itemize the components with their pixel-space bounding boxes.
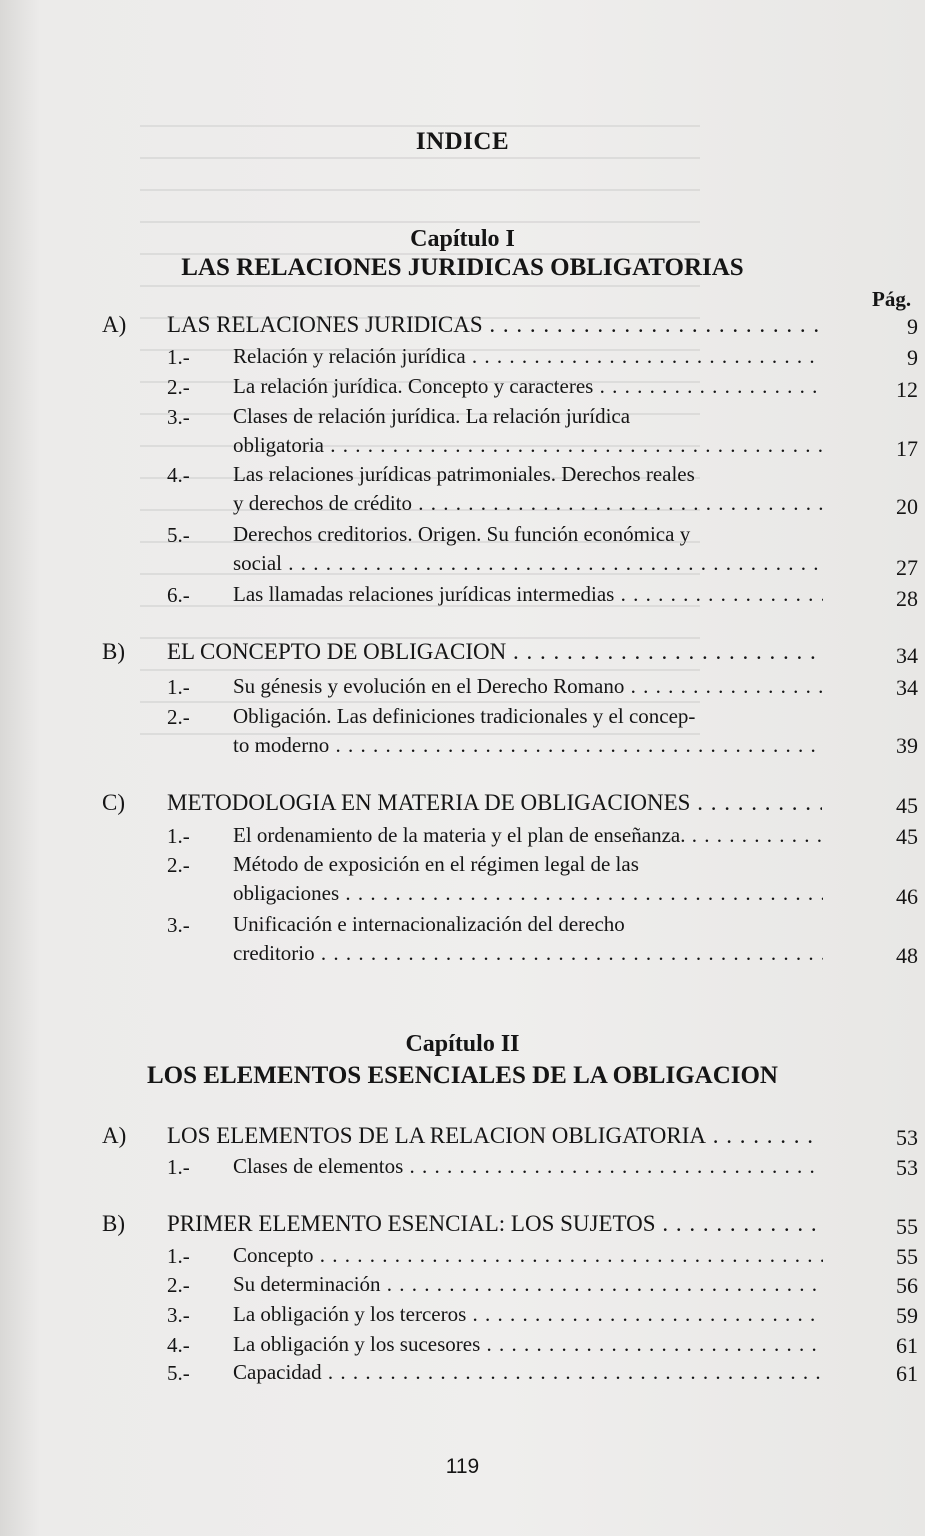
item-page: 61 — [896, 1361, 918, 1386]
item-page: 17 — [896, 436, 918, 461]
item-text: Las llamadas relaciones jurídicas intermedias . . . — [233, 580, 823, 609]
item-page: 59 — [896, 1303, 918, 1328]
item-number: 1.- — [167, 1155, 190, 1179]
item-text: Capacidad . . . — [233, 1358, 823, 1387]
item-page: 53 — [896, 1155, 918, 1180]
item-number: 2.- — [167, 375, 190, 399]
page-title: INDICE — [415, 128, 510, 155]
section-title: LOS ELEMENTOS DE LA RELACION OBLIGATORIA . . . — [167, 1123, 822, 1149]
item-text: Clases de elementos . . . — [233, 1152, 823, 1181]
section-letter: B) — [102, 1211, 125, 1236]
section-letter: C) — [102, 790, 125, 815]
section-title: PRIMER ELEMENTO ESENCIAL: LOS SUJETOS . . . — [167, 1211, 822, 1237]
item-page: 45 — [896, 824, 918, 849]
section-letter: B) — [102, 639, 125, 664]
item-text: Su determinación . . . — [233, 1270, 823, 1299]
item-text: Las relaciones jurídicas patrimoniales. Derechos reales y derechos de crédito . . . — [233, 460, 823, 518]
item-page: 34 — [896, 675, 918, 700]
item-number: 2.- — [167, 1273, 190, 1297]
section-page: 34 — [896, 643, 918, 668]
section-title: EL CONCEPTO DE OBLIGACION . . . — [167, 639, 822, 665]
item-page: 48 — [896, 943, 918, 968]
section-title: METODOLOGIA EN MATERIA DE OBLIGACIONES . . . — [167, 790, 822, 816]
item-page: 12 — [896, 377, 918, 402]
section-page: 55 — [896, 1214, 918, 1239]
item-text: Derechos creditorios. Origen. Su función económica y social . . . — [233, 520, 823, 578]
item-number: 2.- — [167, 705, 190, 729]
section-page: 9 — [907, 314, 918, 339]
item-page: 61 — [896, 1333, 918, 1358]
item-page: 46 — [896, 884, 918, 909]
item-text: Relación y relación jurídica . . . — [233, 342, 823, 371]
item-text: Su génesis y evolución en el Derecho Romano . . . — [233, 672, 823, 701]
chapter-1-title: LAS RELACIONES JURIDICAS OBLIGATORIAS — [181, 254, 744, 281]
item-page: 28 — [896, 586, 918, 611]
item-number: 1.- — [167, 675, 190, 699]
item-text: El ordenamiento de la materia y el plan de enseñanza. . . . — [233, 821, 823, 850]
item-page: 20 — [896, 494, 918, 519]
chapter-2-label: Capítulo II — [405, 1031, 520, 1057]
item-number: 3.- — [167, 1303, 190, 1327]
item-number: 2.- — [167, 853, 190, 877]
item-number: 3.- — [167, 913, 190, 937]
item-page: 39 — [896, 733, 918, 758]
item-text: Obligación. Las definiciones tradicionales y el concep- to moderno . . . — [233, 702, 823, 760]
item-number: 6.- — [167, 583, 190, 607]
item-number: 3.- — [167, 405, 190, 429]
item-number: 1.- — [167, 345, 190, 369]
item-number: 4.- — [167, 1333, 190, 1357]
item-text: Unificación e internacionalización del derecho creditorio . . . — [233, 910, 823, 968]
section-page: 53 — [896, 1125, 918, 1150]
item-text: La obligación y los sucesores . . . — [233, 1330, 823, 1359]
page-column-header: Pág. — [872, 287, 912, 311]
item-text: La relación jurídica. Concepto y caracteres . . . — [233, 372, 823, 401]
section-page: 45 — [896, 793, 918, 818]
item-number: 5.- — [167, 523, 190, 547]
item-text: Clases de relación jurídica. La relación jurídica obligatoria . . . — [233, 402, 823, 460]
chapter-1-label: Capítulo I — [410, 226, 515, 252]
item-page: 27 — [896, 555, 918, 580]
section-title: LAS RELACIONES JURIDICAS . . . — [167, 312, 822, 338]
item-text: Método de exposición en el régimen legal de las obligaciones . . . — [233, 850, 823, 908]
chapter-2-title: LOS ELEMENTOS ESENCIALES DE LA OBLIGACION — [147, 1062, 778, 1089]
section-letter: A) — [102, 312, 127, 337]
page-number: 119 — [445, 1455, 480, 1478]
item-number: 4.- — [167, 463, 190, 487]
item-number: 1.- — [167, 824, 190, 848]
item-text: La obligación y los terceros . . . — [233, 1300, 823, 1329]
section-letter: A) — [102, 1123, 127, 1148]
item-number: 1.- — [167, 1244, 190, 1268]
item-text: Concepto . . . — [233, 1241, 823, 1270]
item-page: 55 — [896, 1244, 918, 1269]
item-number: 5.- — [167, 1361, 190, 1385]
item-page: 9 — [907, 345, 918, 370]
item-page: 56 — [896, 1273, 918, 1298]
